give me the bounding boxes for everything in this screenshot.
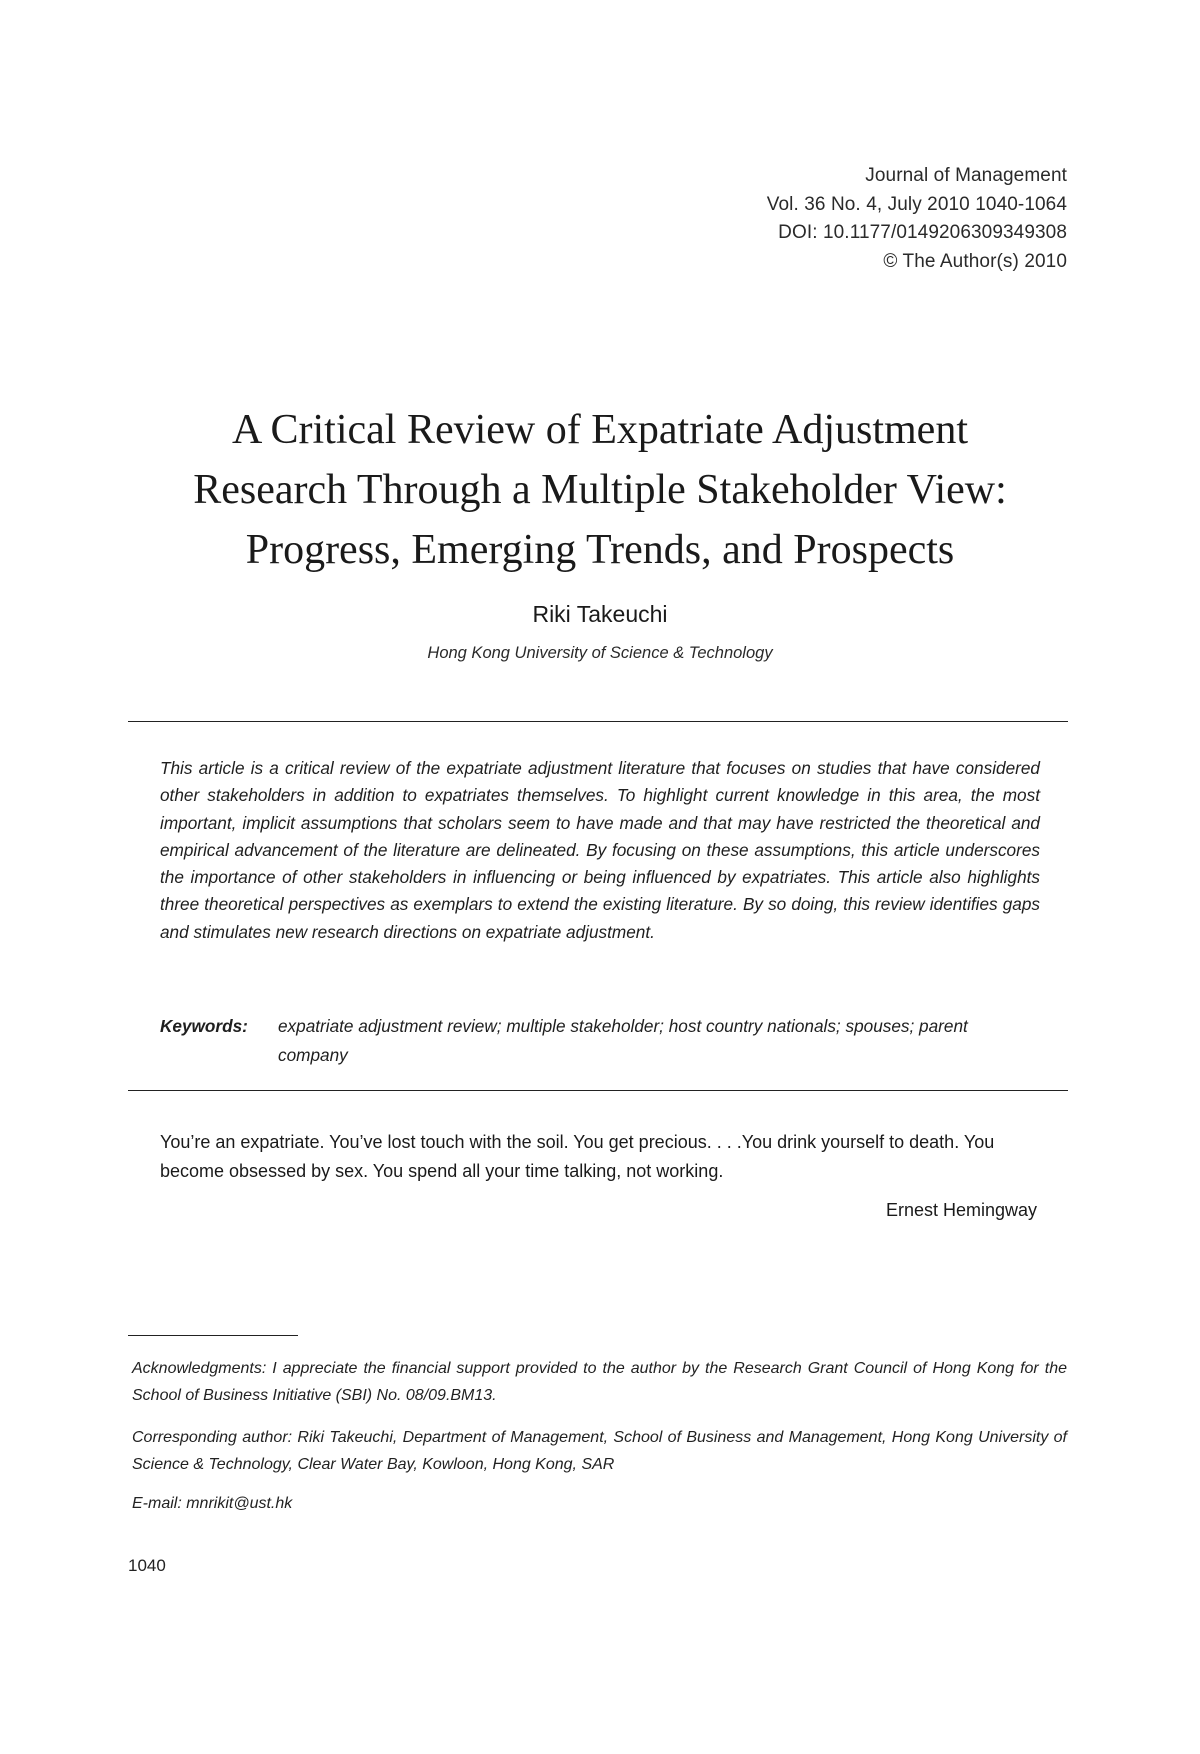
keywords-text: expatriate adjustment review; multiple stakeholder; host country nationals; spouses; parent company (278, 1016, 968, 1065)
keywords (160, 1012, 1040, 1070)
journal-info (767, 162, 1067, 276)
page-number: 1040 (128, 1556, 166, 1575)
article-title (0, 400, 1200, 580)
keywords-label: Keywords: (160, 1016, 248, 1036)
journal-volume: Vol. 36 No. 4, July 2010 1040-1064 (766, 193, 1067, 215)
author-name: Riki Takeuchi (532, 601, 668, 627)
epigraph-quote: You’re an expatriate. You’ve lost touch with the soil. You get precious. . . .You drink yourself to death. You become obsessed by sex. You spend all your time talking, not working. (160, 1132, 995, 1181)
title-line: A Critical Review of Expatriate Adjustment (231, 407, 968, 453)
author-affiliation: Hong Kong University of Science & Technology (427, 644, 773, 662)
journal-copyright: © The Author(s) 2010 (883, 250, 1067, 272)
journal-name: Journal of Management (865, 165, 1067, 186)
footnote-acknowledgments: Acknowledgments: I appreciate the financial support provided to the author by the Research Grant Council of Hong Kong for the School of Business Initiative (SBI) No. 08/09.BM13. (132, 1360, 1067, 1404)
footnote-corresponding-author: Corresponding author: Riki Takeuchi, Department of Management, School of Business and Management, Hong Kong University of Science & Technology, Clear Water Bay, Kowloon, Hong Kong, SAR (132, 1429, 1067, 1473)
abstract: This article is a critical review of the expatriate adjustment literature that focuses on studies that have considered other stakeholders in addition to expatriates themselves. To highlight current knowledge in this area, the most important, implicit assumptions that scholars seem to have made and that may have restricted the theoretical and empirical advancement of the literature are delineated. By focusing on these assumptions, this article underscores the importance of other stakeholders in influencing or being influenced by expatriates. This article also highlights three theoretical perspectives as exemplars to extend the existing literature. By so doing, this review identifies gaps and stimulates new research directions on expatriate adjustment. (160, 758, 1040, 942)
abstract-bottom-rule (128, 1090, 1068, 1091)
footnote-rule (128, 1335, 298, 1336)
title-line: Research Through a Multiple Stakeholder View: (193, 467, 1007, 513)
abstract-top-rule (128, 721, 1068, 722)
journal-doi: DOI: 10.1177/0149206309349308 (778, 222, 1067, 243)
epigraph-author: Ernest Hemingway (885, 1200, 1037, 1220)
footnote-email: E-mail: mnrikit@ust.hk (132, 1495, 293, 1512)
title-line: Progress, Emerging Trends, and Prospects (245, 527, 955, 573)
